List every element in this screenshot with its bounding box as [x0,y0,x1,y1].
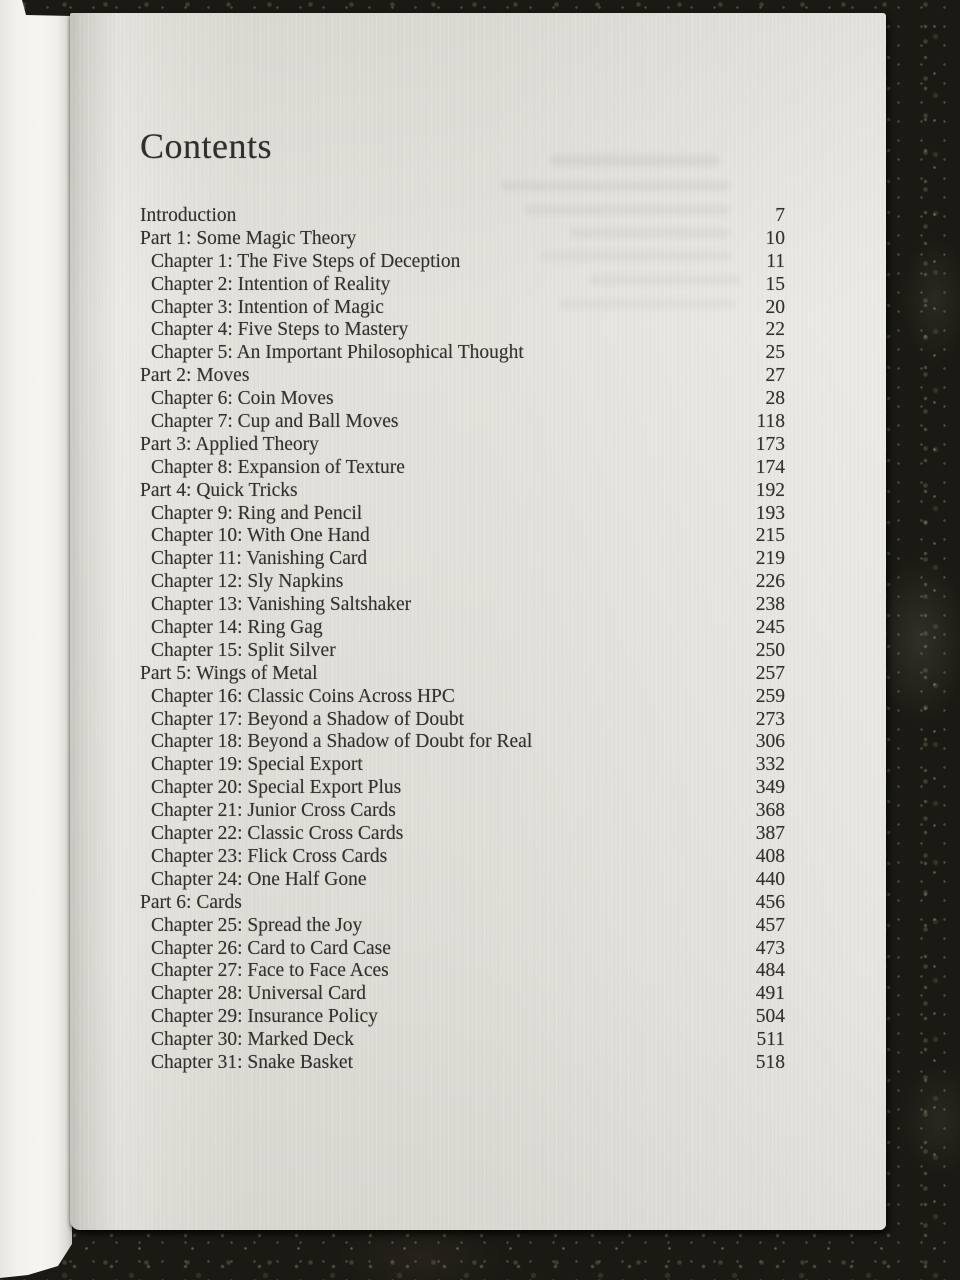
toc-entry [140,938,785,961]
toc-entry-label: Chapter 11: Vanishing Card [151,548,368,570]
toc-entry-label: Chapter 8: Expansion of Texture [151,456,405,478]
toc-entry-label: Chapter 18: Beyond a Shadow of Doubt for Real [151,731,533,753]
toc-title: Contents [140,126,273,166]
toc-entry-label: Chapter 24: One Half Gone [151,868,367,890]
toc-entry-label: Chapter 29: Insurance Policy [151,1006,378,1028]
toc-entry-page: 22 [765,319,785,341]
toc-entry-page: 7 [775,205,785,226]
toc-entry [140,823,785,846]
toc-entry [140,663,785,686]
toc-entry-page: 238 [755,594,785,616]
toc-entry-label: Chapter 2: Intention of Reality [151,273,391,295]
toc-entry-label: Chapter 12: Sly Napkins [151,571,344,593]
toc-entry-page: 27 [765,365,785,387]
toc-entry-label: Part 2: Moves [140,365,250,387]
toc-entry-page: 259 [755,685,785,707]
toc-entry-label: Introduction [140,205,237,226]
toc-entry-label: Chapter 14: Ring Gag [151,617,323,639]
toc-entry-label: Chapter 7: Cup and Ball Moves [151,411,399,433]
toc-entry [140,1006,785,1029]
toc-entry [140,571,785,594]
toc-entry-label: Chapter 4: Five Steps to Mastery [151,319,409,341]
toc-entry-label: Chapter 26: Card to Card Case [151,937,391,959]
toc-entry [140,525,785,548]
toc-entry [140,251,785,274]
toc-entry [140,548,785,571]
toc-entry [140,457,785,480]
toc-entry-page: 440 [755,868,785,890]
toc-entry-label: Chapter 30: Marked Deck [151,1029,355,1051]
toc-entry [140,915,785,938]
toc-entry-label: Part 6: Cards [140,891,242,913]
toc-entry [140,960,785,983]
toc-entry-page: 11 [766,250,785,272]
toc-entry [140,503,785,526]
toc-entry-page: 118 [756,411,785,433]
toc-entry-page: 484 [755,960,785,982]
toc-entry-page: 174 [755,456,785,478]
toc-entry-label: Chapter 19: Special Export [151,754,363,776]
toc-entry [140,297,785,320]
toc-entry-label: Chapter 3: Intention of Magic [151,296,384,318]
toc-entry-page: 10 [765,227,785,249]
toc-entry-page: 491 [755,983,785,1005]
toc-entry-label: Chapter 1: The Five Steps of Deception [151,250,461,272]
toc-entry-label: Chapter 16: Classic Coins Across HPC [151,685,455,707]
toc-entry [140,1052,785,1075]
toc-entry-page: 306 [755,731,785,753]
toc-entry [140,228,785,251]
toc-entry [140,342,785,365]
toc-entry [140,205,785,228]
toc-entry-page: 504 [755,1006,785,1028]
toc-entry [140,640,785,663]
toc-entry-page: 215 [755,525,785,547]
toc-entry [140,800,785,823]
toc-entry [140,731,785,754]
toc-entry-page: 193 [755,502,785,524]
book-contents-page [70,13,886,1230]
toc-entry [140,319,785,342]
toc-entry-page: 408 [755,845,785,867]
toc-entry-label: Chapter 28: Universal Card [151,983,366,1005]
toc-entry-page: 257 [755,662,785,684]
toc-entry-page: 349 [755,777,785,799]
toc-entry-label: Chapter 25: Spread the Joy [151,914,363,936]
toc-list [140,205,785,1075]
toc-entry [140,411,785,434]
toc-entry [140,892,785,915]
toc-entry-page: 173 [755,433,785,455]
toc-entry [140,709,785,732]
toc-entry [140,777,785,800]
toc-entry-label: Part 3: Applied Theory [140,433,319,455]
toc-entry-label: Chapter 31: Snake Basket [151,1051,353,1073]
toc-entry-page: 457 [755,914,785,936]
toc-entry [140,686,785,709]
toc-entry-label: Chapter 9: Ring and Pencil [151,502,363,524]
toc-entry [140,594,785,617]
toc-entry-label: Chapter 27: Face to Face Aces [151,960,389,982]
toc-entry [140,846,785,869]
toc-entry-page: 273 [755,708,785,730]
toc-entry-label: Part 1: Some Magic Theory [140,227,357,249]
toc-entry-label: Part 4: Quick Tricks [140,479,298,501]
toc-entry [140,869,785,892]
toc-entry [140,388,785,411]
toc-entry-page: 20 [765,296,785,318]
toc-entry-page: 387 [755,823,785,845]
toc-entry-page: 511 [756,1029,785,1051]
toc-entry-label: Chapter 17: Beyond a Shadow of Doubt [151,708,465,730]
toc-entry [140,983,785,1006]
toc-entry-label: Chapter 21: Junior Cross Cards [151,800,396,822]
toc-entry-label: Chapter 6: Coin Moves [151,388,334,410]
toc-entry-label: Chapter 22: Classic Cross Cards [151,823,404,845]
toc-entry-page: 332 [755,754,785,776]
toc-entry [140,754,785,777]
toc-entry-page: 250 [755,639,785,661]
book-page-stack-edge [0,0,72,1278]
toc-entry-label: Chapter 10: With One Hand [151,525,370,547]
toc-entry-label: Chapter 5: An Important Philosophical Thought [151,342,524,364]
toc-entry-page: 25 [765,342,785,364]
toc-entry-page: 192 [755,479,785,501]
toc-entry-page: 28 [765,388,785,410]
toc-entry [140,274,785,297]
toc-entry [140,1029,785,1052]
toc-entry-label: Chapter 23: Flick Cross Cards [151,845,388,867]
toc-entry-page: 226 [755,571,785,593]
toc-entry [140,434,785,457]
toc-entry-page: 456 [755,891,785,913]
toc-entry [140,365,785,388]
toc-entry-page: 219 [755,548,785,570]
toc-entry-label: Chapter 15: Split Silver [151,639,336,661]
toc-entry-page: 15 [765,273,785,295]
toc-entry-page: 473 [755,937,785,959]
toc-entry-label: Part 5: Wings of Metal [140,662,318,684]
toc-entry [140,617,785,640]
toc-entry-label: Chapter 13: Vanishing Saltshaker [151,594,412,616]
toc-entry-page: 518 [755,1051,785,1073]
toc-entry-page: 368 [755,800,785,822]
toc-entry [140,480,785,503]
toc-entry-label: Chapter 20: Special Export Plus [151,777,402,799]
toc-entry-page: 245 [755,617,785,639]
